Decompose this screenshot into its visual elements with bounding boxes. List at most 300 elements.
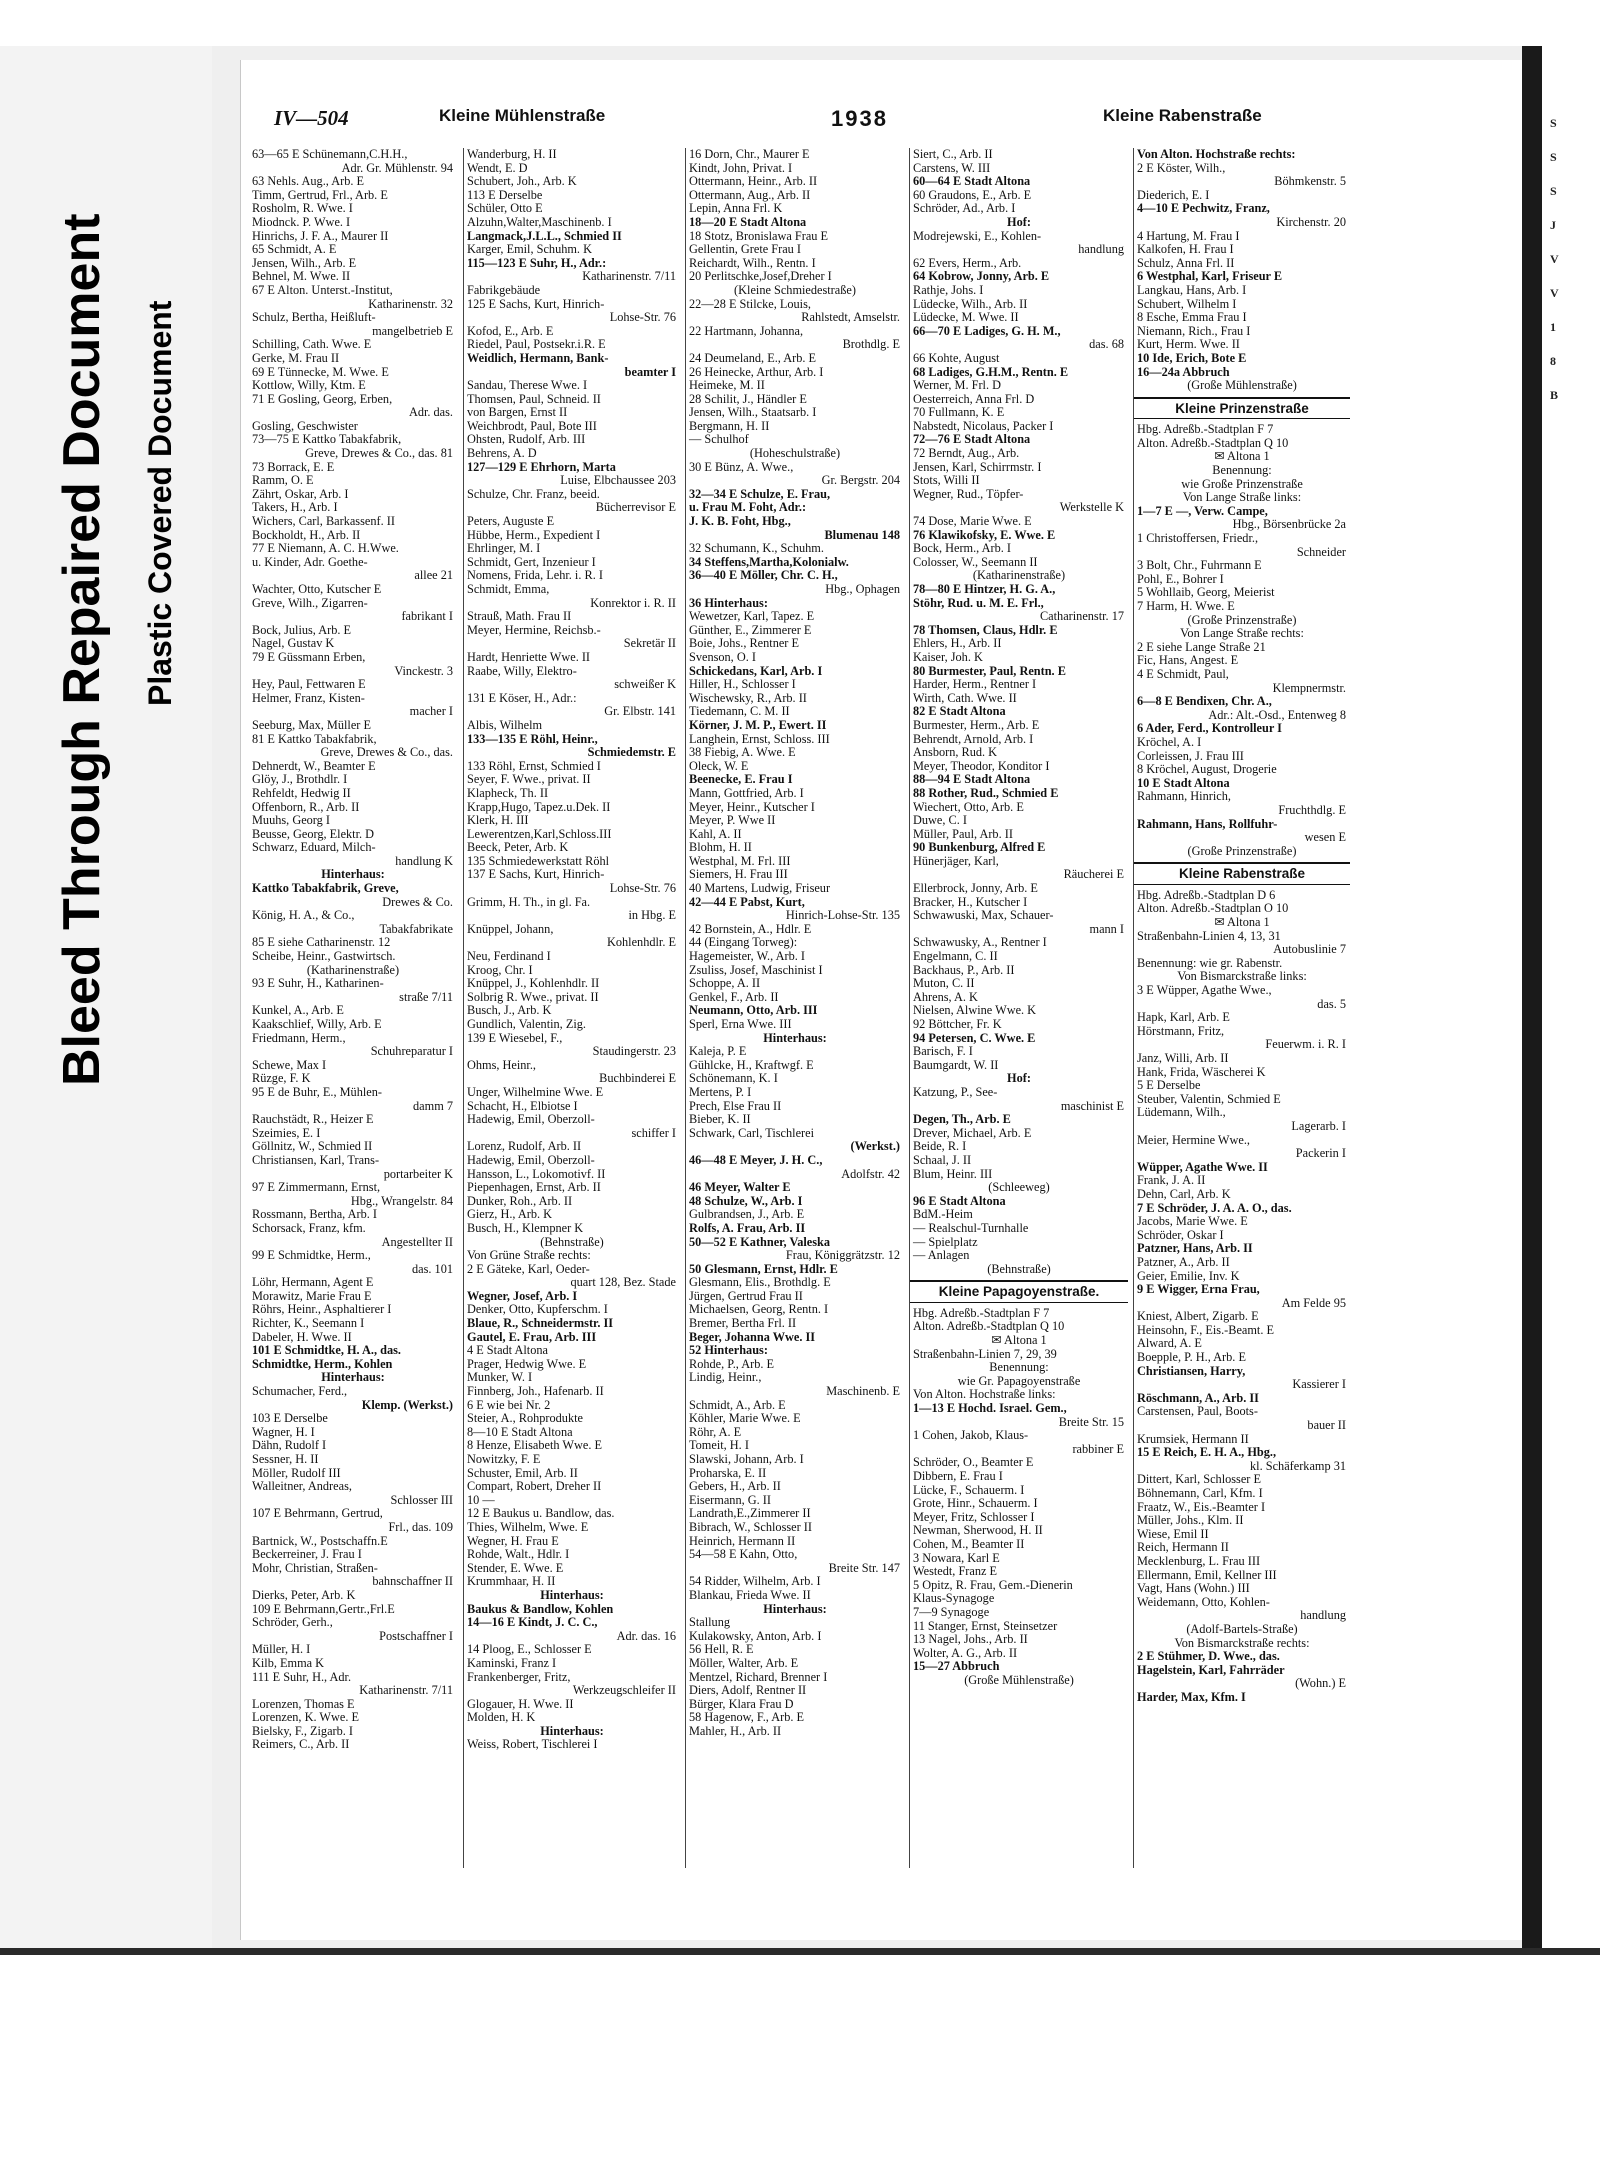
- directory-line: Klerk, H. III: [467, 813, 529, 828]
- directory-line: Munker, W. I: [467, 1370, 533, 1385]
- directory-line: 76 Klawikofsky, E. Wwe. E: [913, 527, 1056, 542]
- plastic-covered-stamp: Plastic Covered Document: [142, 300, 178, 706]
- directory-line: Baukus & Bandlow, Kohlen: [467, 1601, 614, 1616]
- directory-line: Janz, Willi, Arb. II: [1137, 1051, 1229, 1065]
- directory-line: das. 101: [412, 1261, 453, 1276]
- directory-line: Molden, H. K: [467, 1710, 536, 1725]
- directory-line: Knüppel, J., Kohlenhdlr. II: [467, 976, 600, 991]
- directory-line: kl. Schäferkamp 31: [1250, 1458, 1346, 1473]
- directory-line: 72 Berndt, Aug., Arb.: [913, 446, 1020, 461]
- directory-line: Breite Str. 147: [828, 1560, 900, 1575]
- directory-line: Proharska, E. II: [689, 1465, 767, 1480]
- next-page-fragment: 1: [1550, 320, 1556, 334]
- directory-line: Harder, Max, Kfm. I: [1137, 1689, 1246, 1704]
- directory-line: Tiedemann, C. M. II: [689, 704, 790, 719]
- directory-line: Rohde, Walt., Hdlr. I: [467, 1547, 570, 1562]
- directory-line: (Schleeweg): [988, 1180, 1050, 1195]
- directory-line: Meyer, Theodor, Konditor I: [913, 758, 1050, 773]
- directory-line: Kohlenhdlr. E: [607, 935, 676, 950]
- directory-line: Vinckestr. 3: [394, 663, 453, 678]
- directory-line: Schewe, Max I: [252, 1057, 327, 1072]
- directory-line: Baumgardt, W. II: [913, 1057, 999, 1072]
- directory-line: 67 E Alton. Unterst.-Institut,: [252, 282, 393, 297]
- directory-line: 16 Dorn, Chr., Maurer E: [689, 148, 810, 161]
- directory-line: Hinterhaus:: [540, 1587, 604, 1602]
- directory-line: Slawski, Johann, Arb. I: [689, 1452, 804, 1466]
- directory-line: Bücherrevisor E: [595, 500, 676, 515]
- directory-line: 115—123 E Suhr, H., Adr.:: [467, 255, 607, 270]
- directory-line: 80 Burmester, Paul, Rentn. E: [913, 663, 1066, 678]
- directory-line: Maschinenb. E: [826, 1384, 900, 1399]
- directory-line: Fruchthdlg. E: [1278, 802, 1346, 817]
- directory-line: Bartnick, W., Postschaffn.E: [252, 1533, 388, 1548]
- directory-line: Lepin, Anna Frl. K: [689, 201, 783, 216]
- directory-line: Hagelstein, Karl, Fahrräder: [1137, 1662, 1285, 1677]
- directory-line: Meyer, Fritz, Schlosser I: [913, 1509, 1035, 1524]
- directory-page: [240, 60, 1531, 1940]
- directory-line: 28 Schilit, J., Händler E: [689, 391, 807, 406]
- directory-line: 14 Ploog, E., Schlosser E: [467, 1642, 592, 1657]
- directory-line: Angestellter II: [381, 1234, 453, 1249]
- directory-line: Kaakschlief, Willy, Arb. E: [252, 1017, 382, 1031]
- directory-line: 50 Glesmann, Ernst, Hdlr. E: [689, 1261, 838, 1276]
- directory-line: Richter, K., Seemann I: [252, 1316, 365, 1331]
- directory-line: Schilling, Cath. Wwe. E: [252, 337, 372, 352]
- directory-line: Jürgen, Gertrud Frau II: [689, 1288, 803, 1303]
- directory-line: Lagerarb. I: [1291, 1118, 1346, 1133]
- directory-line: 92 Böttcher, Fr. K: [913, 1017, 1002, 1031]
- directory-line: Blaue, R., Schneidermstr. II: [467, 1316, 614, 1331]
- directory-line: Westphal, M. Frl. III: [689, 853, 791, 868]
- directory-line: Wagner, H. I: [252, 1424, 315, 1439]
- directory-line: 1—7 E —, Verw. Campe,: [1137, 503, 1268, 518]
- directory-line: 66 Kohte, August: [913, 350, 1000, 365]
- directory-line: (Große Mühlenstraße): [1187, 378, 1297, 393]
- directory-line: Siert, C., Arb. II: [913, 148, 993, 161]
- directory-line: 15 E Reich, E. H. A., Hbg.,: [1137, 1445, 1277, 1460]
- directory-line: Seyer, F. Wwe., privat. II: [467, 772, 591, 787]
- directory-line: Klapheck, Th. II: [467, 785, 549, 800]
- directory-line: Blohm, H. II: [689, 840, 752, 855]
- directory-line: Frau, Königgrätzstr. 12: [785, 1248, 900, 1263]
- directory-line: — Schulhof: [689, 432, 749, 447]
- directory-line: Kahl, A. II: [689, 826, 742, 841]
- street-section-title: Kleine Papagoyenstraße.: [910, 1280, 1128, 1303]
- directory-line: Weiss, Robert, Tischlerei I: [467, 1737, 598, 1752]
- directory-line: Gr. Elbstr. 141: [604, 704, 676, 719]
- directory-line: Mentzel, Richard, Brenner I: [689, 1669, 828, 1684]
- directory-line: (Hoheschulstraße): [749, 446, 841, 461]
- directory-line: Tabakfabrikate: [379, 921, 453, 936]
- directory-line: Ellermann, Emil, Kellner III: [1137, 1567, 1277, 1582]
- directory-line: Steuber, Valentin, Schmied E: [1137, 1091, 1281, 1106]
- directory-line: Bock, Herm., Arb. I: [913, 541, 1012, 556]
- directory-line: Miodnck. P. Wwe. I: [252, 214, 351, 229]
- directory-line: Strauß, Math. Frau II: [467, 609, 572, 624]
- directory-line: Schmidt, Gert, Inzenieur I: [467, 554, 596, 569]
- directory-line: 14—16 E Kindt, J. C. C.,: [467, 1615, 598, 1630]
- directory-line: Ohms, Heinr.,: [467, 1057, 536, 1072]
- directory-line: Kroog, Chr. I: [467, 962, 533, 977]
- directory-line: Schumacher, Ferd.,: [252, 1384, 348, 1399]
- directory-line: Lücke, F., Schauerm. I: [913, 1482, 1025, 1497]
- directory-line: Kilb, Emma K: [252, 1655, 325, 1670]
- directory-line: 38 Fiebig, A. Wwe. E: [689, 745, 796, 760]
- directory-line: Seeburg, Max, Müller E: [252, 717, 371, 732]
- directory-line: Mohr, Christian, Straßen-: [252, 1560, 378, 1575]
- directory-line: Hbg. Adreßb.-Stadtplan F 7: [913, 1305, 1050, 1320]
- directory-line: 7 E Schröder, J. A. A. O., das.: [1137, 1200, 1292, 1215]
- directory-line: — Anlagen: [913, 1248, 970, 1263]
- directory-line: Schubert, Wilhelm I: [1137, 296, 1237, 311]
- directory-line: Wegner, H. Frau E: [467, 1533, 559, 1548]
- directory-line: Degen, Th., Arb. E: [913, 1112, 1011, 1127]
- directory-line: Greve, Drewes & Co., das. 81: [305, 446, 453, 461]
- directory-line: Autobuslinie 7: [1273, 942, 1346, 957]
- directory-line: 36 Hinterhaus:: [689, 595, 768, 610]
- directory-column-1: [249, 148, 457, 1868]
- directory-line: wie Gr. Papagoyenstraße: [957, 1373, 1081, 1388]
- directory-line: maschinist E: [1060, 1098, 1124, 1113]
- directory-line: 97 E Zimmermann, Ernst,: [252, 1180, 381, 1195]
- directory-line: in Hbg. E: [628, 908, 676, 923]
- directory-line: Wichers, Carl, Barkassenf. II: [252, 514, 395, 529]
- directory-line: Hinrichs, J. F. A., Maurer II: [252, 228, 389, 243]
- directory-line: Gühlcke, H., Kraftwgf. E: [689, 1057, 814, 1072]
- directory-line: Frank, J. A. II: [1137, 1173, 1206, 1188]
- directory-line: ✉ Altona 1: [1214, 915, 1270, 930]
- directory-line: Bibrach, W., Schlosser II: [689, 1519, 812, 1534]
- directory-line: Weidemann, Otto, Kohlen-: [1137, 1594, 1270, 1609]
- directory-line: Hagemeister, W., Arb. I: [689, 949, 805, 964]
- directory-line: Beckerreiner, J. Frau I: [252, 1547, 362, 1562]
- next-page-fragment: S: [1550, 184, 1557, 198]
- directory-line: Hübbe, Herm., Expedient I: [467, 527, 601, 542]
- directory-line: Werkzeugschleifer II: [572, 1683, 676, 1698]
- directory-line: Stöhr, Rud. u. M. E. Frl.,: [913, 595, 1044, 610]
- directory-line: Jensen, Wilh., Arb. E: [252, 255, 357, 270]
- directory-line: Zährt, Oskar, Arb. I: [252, 486, 349, 501]
- directory-line: Vagt, Hans (Wohn.) III: [1137, 1581, 1250, 1596]
- directory-line: Hinterhaus:: [321, 867, 385, 882]
- directory-line: 12 E Baukus u. Bandlow, das.: [467, 1506, 615, 1521]
- directory-line: 50—52 E Kathner, Valeska: [689, 1234, 830, 1249]
- directory-line: Raabe, Willy, Elektro-: [467, 663, 577, 678]
- directory-line: Gulbrandsen, J., Arb. E: [689, 1207, 805, 1222]
- directory-line: Rolfs, A. Frau, Arb. II: [689, 1220, 806, 1235]
- directory-line: Reimers, C., Arb. II: [252, 1737, 350, 1752]
- directory-line: Kurt, Herm. Wwe. II: [1137, 337, 1240, 352]
- directory-line: 81 E Kattko Tabakfabrik,: [252, 731, 377, 746]
- directory-line: Hinterhaus:: [763, 1030, 827, 1045]
- directory-line: Glöy, J., Brothdlr. I: [252, 772, 348, 787]
- directory-line: 15—27 Abbruch: [913, 1659, 1000, 1674]
- directory-line: Straßenbahn-Linien 4, 13, 31: [1137, 928, 1281, 943]
- directory-line: 5 E Derselbe: [1137, 1078, 1201, 1093]
- directory-line: Straßenbahn-Linien 7, 29, 39: [913, 1346, 1057, 1361]
- directory-line: 6 Westphal, Karl, Friseur E: [1137, 269, 1283, 284]
- directory-line: Fabrikgebäude: [467, 282, 541, 297]
- directory-line: (Große Mühlenstraße): [964, 1672, 1074, 1687]
- directory-line: 137 E Sachs, Kurt, Hinrich-: [467, 867, 605, 882]
- directory-line: Langmack,J.L.L., Schmied II: [467, 228, 622, 243]
- directory-line: Schaal, J. II: [913, 1152, 972, 1167]
- directory-line: 109 E Behrmann,Gertr.,Frl.E: [252, 1601, 395, 1616]
- directory-line: macher I: [409, 704, 453, 719]
- directory-line: Stallung: [689, 1615, 730, 1630]
- directory-line: Finnberg, Joh., Hafenarb. II: [467, 1384, 604, 1399]
- directory-line: 95 E de Buhr, E., Mühlen-: [252, 1084, 382, 1099]
- directory-line: 88 Rother, Rud., Schmied E: [913, 785, 1059, 800]
- directory-line: Benennung:: [989, 1360, 1049, 1375]
- directory-line: 107 E Behrmann, Gertrud,: [252, 1506, 383, 1521]
- directory-line: 70 Fullmann, K. E: [913, 405, 1005, 420]
- directory-line: Grimm, H. Th., in gl. Fa.: [467, 894, 591, 909]
- next-page-fragment: B: [1550, 388, 1559, 402]
- directory-line: 60 Graudons, E., Arb. E: [913, 187, 1032, 202]
- directory-line: Ehlers, H., Arb. II: [913, 636, 1002, 651]
- directory-line: Corleissen, J. Frau III: [1137, 748, 1244, 763]
- directory-line: Offenborn, R., Arb. II: [252, 799, 360, 814]
- directory-line: 1 Cohen, Jakob, Klaus-: [913, 1428, 1029, 1443]
- directory-line: Reich, Hermann II: [1137, 1540, 1229, 1555]
- directory-line: Burmester, Herm., Arb. E: [913, 717, 1040, 732]
- directory-line: 82 E Stadt Altona: [913, 704, 1006, 719]
- directory-line: Schwawusky, A., Rentner I: [913, 935, 1047, 950]
- directory-line: Neu, Ferdinand I: [467, 949, 551, 964]
- next-page-fragment: 8: [1550, 354, 1556, 368]
- directory-line: Wischewsky, R., Arb. II: [689, 690, 807, 705]
- directory-line: Nielsen, Alwine Wwe. K: [913, 1003, 1037, 1018]
- directory-line: Oleck, W. E: [689, 758, 749, 773]
- directory-line: Dittert, Karl, Schlosser E: [1137, 1472, 1261, 1487]
- directory-line: Sperl, Erna Wwe. III: [689, 1017, 792, 1031]
- directory-line: Gellentin, Grete Frau I: [689, 242, 801, 257]
- directory-line: portarbeiter K: [383, 1166, 453, 1181]
- directory-line: Krumsiek, Hermann II: [1137, 1431, 1249, 1446]
- directory-line: Alzuhn,Walter,Maschinenb. I: [467, 214, 612, 229]
- directory-line: Schwark, Carl, Tischlerei: [689, 1125, 815, 1140]
- street-section-title: Kleine Prinzenstraße: [1134, 397, 1350, 420]
- directory-column-5: [1133, 148, 1350, 1868]
- directory-line: Dehnerdt, W., Beamter E: [252, 758, 376, 773]
- directory-line: Werkstelle K: [1059, 500, 1124, 515]
- directory-line: Carstensen, Paul, Boots-: [1137, 1404, 1258, 1419]
- directory-line: Körner, J. M. P., Ewert. II: [689, 717, 827, 732]
- directory-line: Schmidt, A., Arb. E: [689, 1397, 786, 1412]
- directory-line: Wanderburg, H. II: [467, 148, 557, 161]
- directory-line: wie Große Prinzenstraße: [1181, 476, 1303, 491]
- directory-line: Nomens, Frida, Lehr. i. R. I: [467, 568, 603, 583]
- directory-line: Sekretär II: [623, 636, 676, 651]
- directory-line: Hof:: [1007, 1071, 1031, 1086]
- label-strip: [0, 46, 212, 1948]
- directory-line: Göllnitz, W., Schmied II: [252, 1139, 373, 1154]
- directory-line: Röhrs, Heinr., Asphaltierer I: [252, 1302, 392, 1317]
- directory-line: Von Bismarckstraße links:: [1177, 969, 1307, 984]
- directory-line: Modrejewski, E., Kohlen-: [913, 228, 1042, 243]
- directory-line: Schickedans, Karl, Arb. I: [689, 663, 823, 678]
- directory-line: 85 E siehe Catharinenstr. 12: [252, 935, 391, 950]
- directory-line: Schwarz, Eduard, Milch-: [252, 840, 376, 855]
- directory-line: Benennung: wie gr. Rabenstr.: [1137, 955, 1283, 970]
- directory-line: Hinterhaus:: [540, 1723, 604, 1738]
- directory-line: Von Alton. Hochstraße rechts:: [1137, 148, 1296, 161]
- directory-line: mangelbetrieb E: [372, 323, 453, 338]
- directory-line: Möller, Walter, Arb. E: [689, 1655, 799, 1670]
- directory-line: Kofod, E., Arb. E: [467, 323, 554, 338]
- directory-line: Weichbrodt, Paul, Bote III: [467, 418, 597, 433]
- directory-line: Alton. Adreßb.-Stadtplan O 10: [1137, 901, 1289, 916]
- directory-line: Gerke, M. Frau II: [252, 350, 340, 365]
- directory-line: 96 E Stadt Altona: [913, 1193, 1006, 1208]
- page-number: IV—504: [274, 106, 349, 130]
- directory-line: 8 Henze, Elisabeth Wwe. E: [467, 1438, 602, 1453]
- next-page-fragment: V: [1550, 252, 1559, 266]
- directory-line: Wiechert, Otto, Arb. E: [913, 799, 1024, 814]
- directory-line: 88—94 E Stadt Altona: [913, 772, 1031, 787]
- directory-line: 2 E Gäteke, Karl, Oeder-: [467, 1261, 590, 1276]
- directory-line: Alton. Adreßb.-Stadtplan Q 10: [913, 1319, 1065, 1334]
- directory-line: Gebers, H., Arb. II: [689, 1479, 781, 1494]
- directory-line: Müller, H. I: [252, 1642, 311, 1657]
- directory-line: Wiese, Emil II: [1137, 1526, 1209, 1541]
- directory-line: (Große Prinzenstraße): [1187, 843, 1297, 858]
- directory-line: Bockholdt, H., Arb. II: [252, 527, 361, 542]
- directory-line: Hank, Frida, Wäscherei K: [1137, 1064, 1266, 1079]
- directory-line: Luise, Elbchaussee 203: [560, 473, 676, 488]
- directory-line: Kröchel, A. I: [1137, 734, 1202, 749]
- directory-line: Müller, Paul, Arb. II: [913, 826, 1013, 841]
- directory-line: Schulze, Chr. Franz, beeid.: [467, 486, 600, 501]
- directory-line: Packerin I: [1295, 1146, 1346, 1161]
- directory-line: Peters, Auguste E: [467, 514, 555, 529]
- bottom-margin: [0, 1955, 1600, 2177]
- directory-line: Karger, Emil, Schuhm. K: [467, 242, 592, 257]
- directory-line: Schmiedemstr. E: [587, 745, 676, 760]
- directory-line: handlung: [1078, 242, 1124, 257]
- directory-line: Adr. das. 16: [616, 1628, 676, 1643]
- directory-line: Katharinenstr. 7/11: [582, 269, 676, 284]
- directory-line: 30 E Bünz, A. Wwe.,: [689, 459, 794, 474]
- directory-line: 18—20 E Stadt Altona: [689, 214, 807, 229]
- directory-line: Von Grüne Straße rechts:: [467, 1248, 591, 1263]
- directory-line: Mann, Gottfried, Arb. I: [689, 785, 804, 800]
- directory-line: 7 Harm, H. Wwe. E: [1137, 599, 1235, 613]
- directory-line: König, H. A., & Co.,: [252, 908, 355, 923]
- directory-line: Newman, Sherwood, H. II: [913, 1523, 1043, 1538]
- directory-line: 74 Dose, Marie Wwe. E: [913, 514, 1032, 529]
- directory-line: Kniest, Albert, Zigarb. E: [1137, 1309, 1259, 1324]
- directory-line: Rohde, P., Arb. E: [689, 1356, 775, 1371]
- next-page-fragment: V: [1550, 286, 1559, 300]
- directory-line: Wachter, Otto, Kutscher E: [252, 582, 382, 596]
- directory-line: Behnel, M. Wwe. II: [252, 269, 351, 284]
- next-page-fragment: S: [1550, 150, 1557, 164]
- directory-line: Nabstedt, Nicolaus, Packer I: [913, 418, 1054, 433]
- directory-line: Drewes & Co.: [382, 894, 453, 909]
- directory-line: Ellerbrock, Jonny, Arb. E: [913, 881, 1038, 896]
- directory-line: 44 (Eingang Torweg):: [689, 935, 798, 950]
- directory-line: Gr. Bergstr. 204: [821, 473, 900, 488]
- directory-line: Kunkel, A., Arb. E: [252, 1003, 344, 1018]
- directory-line: 1 Christoffersen, Friedr.,: [1137, 531, 1259, 546]
- directory-line: 16—24a Abbruch: [1137, 364, 1230, 379]
- directory-line: Cohen, M., Beamter II: [913, 1536, 1025, 1551]
- directory-line: Köhler, Marie Wwe. E: [689, 1411, 801, 1426]
- directory-line: Langhein, Ernst, Schloss. III: [689, 731, 830, 746]
- directory-line: Katharinenstr. 7/11: [359, 1683, 453, 1698]
- directory-line: Ottermann, Aug., Arb. II: [689, 187, 811, 202]
- directory-line: 94 Petersen, C. Wwe. E: [913, 1030, 1036, 1045]
- directory-line: 22 Hartmann, Johanna,: [689, 323, 804, 338]
- directory-line: Weidlich, Hermann, Bank-: [467, 350, 609, 365]
- directory-line: Catharinenstr. 17: [1039, 609, 1124, 624]
- directory-line: Alton. Adreßb.-Stadtplan Q 10: [1137, 435, 1289, 450]
- directory-line: bahnschaffner II: [372, 1574, 453, 1589]
- directory-line: Ohsten, Rudolf, Arb. III: [467, 432, 586, 447]
- directory-line: schiffer I: [631, 1125, 676, 1140]
- directory-line: u. Kinder, Adr. Goethe-: [252, 554, 368, 569]
- directory-line: von Bargen, Ernst II: [467, 405, 568, 420]
- directory-line: Kalkofen, H. Frau I: [1137, 242, 1234, 257]
- directory-line: 10 Ide, Erich, Bote E: [1137, 350, 1247, 365]
- directory-line: Schröder, Ad., Arb. I: [913, 201, 1016, 216]
- directory-line: J. K. B. Foht, Hbg.,: [689, 514, 791, 529]
- directory-line: Heimeke, M. II: [689, 378, 765, 393]
- directory-line: Kindt, John, Privat. I: [689, 160, 793, 175]
- directory-line: (Behnstraße): [987, 1261, 1051, 1276]
- directory-line: Bergmann, H. II: [689, 418, 770, 433]
- directory-line: Hinterhaus:: [321, 1370, 385, 1385]
- directory-line: Klemp. (Werkst.): [361, 1397, 453, 1412]
- directory-line: Schoppe, A. II: [689, 976, 761, 991]
- directory-line: Stots, Willi II: [913, 473, 980, 488]
- directory-line: Genkel, F., Arb. II: [689, 989, 779, 1004]
- directory-line: Thies, Wilhelm, Wwe. E: [467, 1519, 589, 1534]
- directory-line: 5 Wohllaib, Georg, Meierist: [1137, 585, 1275, 600]
- directory-line: Albis, Wilhelm: [467, 717, 543, 732]
- directory-line: 66—70 E Ladiges, G. H. M.,: [913, 323, 1061, 338]
- directory-line: Ottermann, Heinr., Arb. II: [689, 174, 818, 189]
- directory-line: Meyer, Heinr., Kutscher I: [689, 799, 815, 814]
- directory-line: Rossmann, Bertha, Arb. I: [252, 1207, 378, 1222]
- directory-line: Gierz, H., Arb. K: [467, 1207, 553, 1222]
- directory-line: Buchbinderei E: [599, 1071, 676, 1086]
- directory-line: Schlosser III: [390, 1492, 453, 1507]
- directory-line: Mahler, H., Arb. II: [689, 1723, 782, 1738]
- directory-line: 73 Borrack, E. E: [252, 459, 335, 474]
- directory-line: 46 Meyer, Walter E: [689, 1180, 791, 1195]
- directory-line: (Werkst.): [850, 1139, 900, 1154]
- directory-line: Piepenhagen, Ernst, Arb. II: [467, 1180, 601, 1195]
- directory-line: 13 Nagel, Johs., Arb. II: [913, 1632, 1028, 1647]
- directory-line: bauer II: [1307, 1418, 1346, 1433]
- directory-line: 111 E Suhr, H., Adr.: [252, 1669, 352, 1684]
- directory-line: Fraatz, W., Eis.-Beamter I: [1137, 1499, 1266, 1514]
- directory-line: Denker, Otto, Kupferschm. I: [467, 1302, 608, 1317]
- directory-line: 71 E Gosling, Georg, Erben,: [252, 391, 393, 406]
- directory-line: Konrektor i. R. II: [590, 595, 676, 610]
- street-section-title: Kleine Rabenstraße: [1134, 862, 1350, 885]
- directory-line: Schacht, H., Elbiotse I: [467, 1098, 578, 1113]
- directory-line: Beenecke, E. Frau I: [689, 772, 793, 787]
- directory-line: Adolfstr. 42: [841, 1166, 900, 1181]
- scanned-page-area: [212, 46, 1600, 1948]
- directory-line: (Große Prinzenstraße): [1187, 612, 1297, 627]
- directory-line: Brothdlg. E: [842, 337, 900, 352]
- directory-line: 139 E Wiesebel, F.,: [467, 1030, 563, 1045]
